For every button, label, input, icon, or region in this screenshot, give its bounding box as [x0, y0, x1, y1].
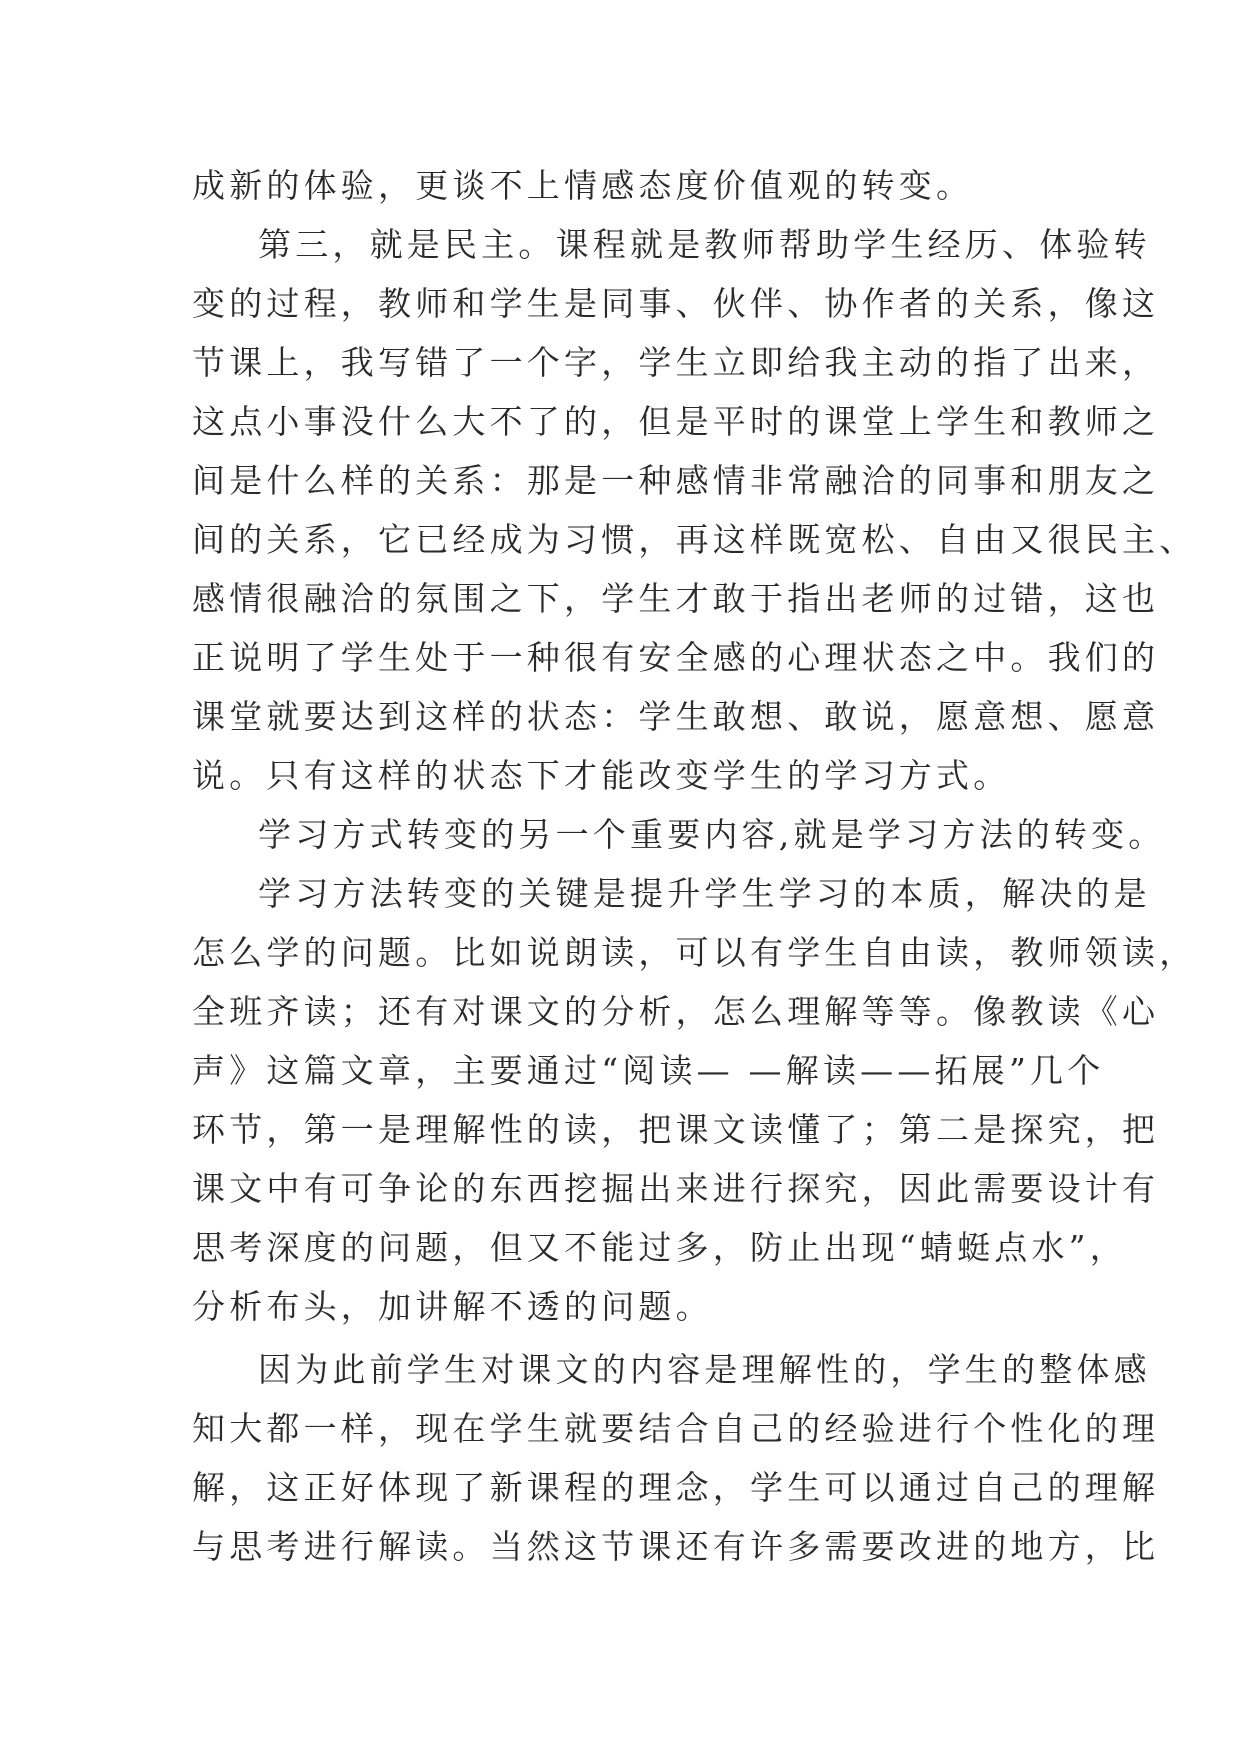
text-line: 变的过程，教师和学生是同事、伙伴、协作者的关系，像这 — [192, 284, 1160, 323]
text-line: 声》这篇文章，主要通过“阅读— —解读——拓展”几个 — [192, 1051, 1105, 1090]
text-line: 节课上，我写错了一个字，学生立即给我主动的指了出来， — [192, 343, 1160, 382]
text-line: 说。只有这样的状态下才能改变学生的学习方式。 — [192, 756, 1011, 795]
text-line: 解，这正好体现了新课程的理念，学生可以通过自己的理解 — [192, 1468, 1160, 1507]
paragraph-start-line: 因为此前学生对课文的内容是理解性的，学生的整体感 — [258, 1350, 1151, 1389]
text-line: 思考深度的问题，但又不能过多，防止出现“蜻蜓点水”， — [192, 1228, 1127, 1267]
document-body — [192, 156, 1197, 1576]
text-line: 怎么学的问题。比如说朗读，可以有学生自由读，教师领读， — [192, 933, 1197, 972]
text-line: 这点小事没什么大不了的，但是平时的课堂上学生和教师之 — [192, 402, 1160, 441]
text-line: 间的关系，它已经成为习惯，再这样既宽松、自由又很民主、 — [192, 520, 1197, 559]
text-line: 全班齐读；还有对课文的分析，怎么理解等等。像教读《心 — [192, 992, 1160, 1031]
text-line: 知大都一样，现在学生就要结合自己的经验进行个性化的理 — [192, 1409, 1160, 1448]
paragraph-start-line: 学习方式转变的另一个重要内容,就是学习方法的转变。 — [258, 815, 1166, 854]
text-line: 成新的体验，更谈不上情感态度价值观的转变。 — [192, 166, 974, 205]
text-line: 间是什么样的关系：那是一种感情非常融洽的同事和朋友之 — [192, 461, 1160, 500]
paragraph-start-line: 第三，就是民主。课程就是教师帮助学生经历、体验转 — [258, 225, 1151, 264]
text-line: 分析布头，加讲解不透的问题。 — [192, 1287, 713, 1326]
text-line: 与思考进行解读。当然这节课还有许多需要改进的地方，比 — [192, 1527, 1160, 1566]
text-line: 课文中有可争论的东西挖掘出来进行探究，因此需要设计有 — [192, 1169, 1160, 1208]
text-line: 正说明了学生处于一种很有安全感的心理状态之中。我们的 — [192, 638, 1160, 677]
text-line: 课堂就要达到这样的状态：学生敢想、敢说，愿意想、愿意 — [192, 697, 1160, 736]
paragraph-start-line: 学习方法转变的关键是提升学生学习的本质，解决的是 — [258, 874, 1151, 913]
text-line: 环节，第一是理解性的读，把课文读懂了；第二是探究，把 — [192, 1110, 1160, 1149]
text-line: 感情很融洽的氛围之下，学生才敢于指出老师的过错，这也 — [192, 579, 1160, 618]
